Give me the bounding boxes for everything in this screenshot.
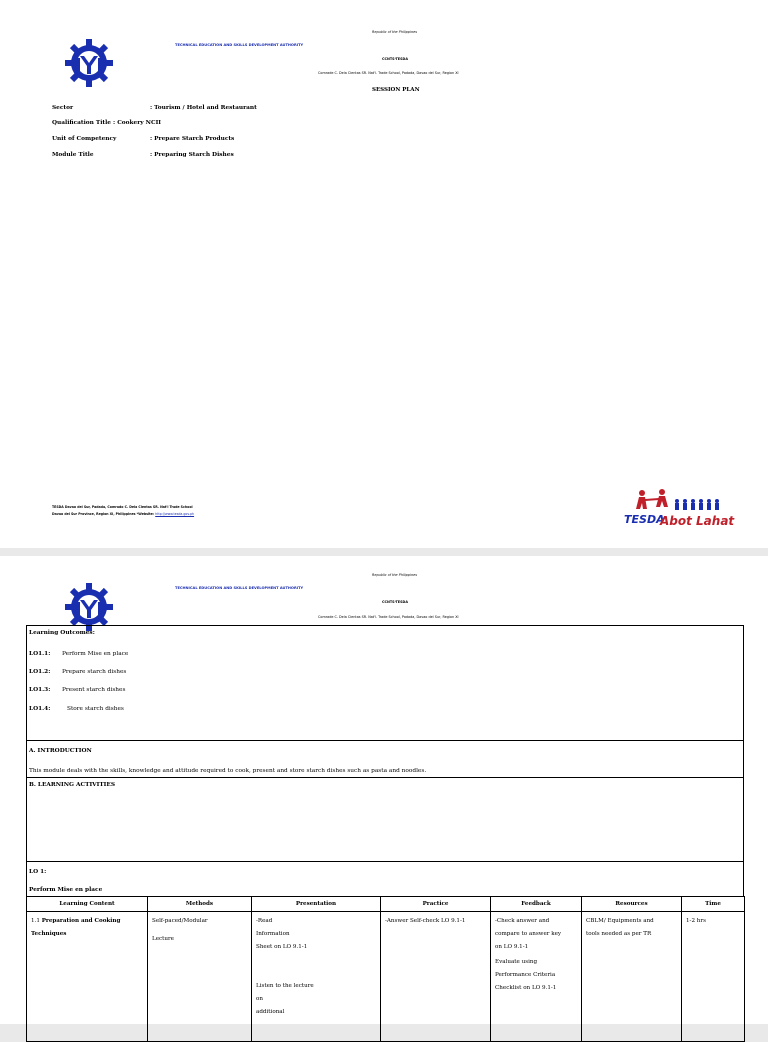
outcome-text: Perform Mise en place <box>62 651 129 657</box>
column-header: Feedback <box>491 897 582 912</box>
feedback-line: Evaluate using <box>495 959 538 965</box>
republic-text: Republic of the Philippines <box>372 573 417 577</box>
presentation-line: -Read <box>256 918 273 924</box>
time-value: 1-2 hrs <box>686 918 706 924</box>
footer-address <box>52 504 194 518</box>
qualification-row <box>52 120 161 126</box>
column-header: Time <box>682 897 745 912</box>
learning-activities-section <box>26 777 744 862</box>
tesda-logo <box>64 38 114 88</box>
table-header-row <box>27 897 745 912</box>
outcome-code: LO1.3: <box>29 687 51 693</box>
intro-text: This module deals with the skills, knowledge and attitude required to cook, present and store starch dishes such as pasta and noodles. <box>29 768 427 774</box>
authority-name: TECHNICAL EDUCATION AND SKILLS DEVELOPMENT AUTHORITY <box>175 43 304 47</box>
feedback-cell <box>491 912 582 1042</box>
badge-right-text: Abot Lahat <box>660 514 735 528</box>
column-header: Presentation <box>252 897 381 912</box>
presentation-cell <box>252 912 381 1042</box>
resources-cell <box>582 912 682 1042</box>
column-header: Resources <box>582 897 682 912</box>
outcome-text: Prepare starch dishes <box>62 669 127 675</box>
sector-row <box>52 105 257 111</box>
unit-row <box>52 136 235 142</box>
website-link[interactable]: http://www.tesda.gov.ph <box>155 512 195 516</box>
activities-title: B. LEARNING ACTIVITIES <box>29 782 115 788</box>
field-label: Module Title <box>52 152 94 158</box>
content-number: 1.1 <box>31 918 40 924</box>
office-address: Comrade C. Dela Cientas SR. Nat'l. Trade School, Padada, Davao del Sur, Region XI <box>318 615 459 619</box>
field-label: Qualification Title <box>52 120 111 126</box>
field-value: : Tourism / Hotel and Restaurant <box>150 105 257 111</box>
lo-title: Perform Mise en place <box>29 887 103 893</box>
learning-activities-table <box>26 896 745 1042</box>
field-value: : Cookery NCII <box>113 120 162 126</box>
field-label: Sector <box>52 105 74 111</box>
column-header: Practice <box>381 897 491 912</box>
office-address: Comrade C. Dela Cientas SR. Nat'l. Trade School, Padada, Davao del Sur, Region XI <box>318 71 459 75</box>
abot-lahat-badge <box>622 487 735 529</box>
footer-line-2: Davao del Sur Province, Region XI, Philippines *Website: <box>52 512 155 516</box>
presentation-line: additional <box>256 1009 285 1015</box>
resource-line: CBLM/ Equipments and <box>586 918 654 924</box>
outcome-code: LO1.1: <box>29 651 51 657</box>
authority-name: TECHNICAL EDUCATION AND SKILLS DEVELOPMENT AUTHORITY <box>175 586 304 590</box>
feedback-line: Performance Criteria <box>495 972 556 978</box>
lo-label: LO 1: <box>29 869 47 875</box>
learning-outcomes-section <box>26 625 744 741</box>
column-header: Methods <box>148 897 252 912</box>
practice-text: -Answer Self-check LO 9.1-1 <box>385 918 466 924</box>
office-name: CCNTS-TESDA <box>382 600 408 604</box>
field-value: : Preparing Starch Dishes <box>150 152 234 158</box>
field-value: : Prepare Starch Products <box>150 136 235 142</box>
time-cell <box>682 912 745 1042</box>
presentation-line: on <box>256 996 263 1002</box>
learning-content-cell <box>27 912 148 1042</box>
table-row <box>27 912 745 1042</box>
method-item: Lecture <box>152 936 174 942</box>
office-name: CCNTS-TESDA <box>382 57 408 61</box>
practice-cell <box>381 912 491 1042</box>
method-item: Self-paced/Modular <box>152 918 208 924</box>
intro-title: A. INTRODUCTION <box>29 748 92 754</box>
people-icon <box>622 487 735 529</box>
field-label: Unit of Competency <box>52 136 117 142</box>
outcome-code: LO1.2: <box>29 669 51 675</box>
introduction-section <box>26 740 744 778</box>
presentation-line: Listen to the lecture <box>256 983 314 989</box>
footer-line-1: TESDA Davao del Sur, Padada, Comrado C. Dela Cientas SR. Nat'l Trade School <box>52 505 193 509</box>
resource-line: tools needed as per TR <box>586 931 652 937</box>
outcome-text: Store starch dishes <box>67 706 124 712</box>
module-row <box>52 152 234 158</box>
feedback-line: compare to answer key <box>495 931 562 937</box>
column-header: Learning Content <box>27 897 148 912</box>
feedback-line: Checklist on LO 9.1-1 <box>495 985 557 991</box>
content-text: Preparation and Cooking Techniques <box>31 918 121 937</box>
methods-cell <box>148 912 252 1042</box>
outcome-code: LO1.4: <box>29 706 51 712</box>
feedback-line: -Check answer and <box>495 918 550 924</box>
presentation-line: Sheet on LO 9.1-1 <box>256 944 308 950</box>
republic-text: Republic of the Philippines <box>372 30 417 34</box>
outcomes-title: Learning Outcomes: <box>29 630 95 636</box>
document-page-2 <box>0 556 768 1024</box>
gear-logo-icon <box>64 38 114 88</box>
session-plan-title: SESSION PLAN <box>372 87 420 93</box>
badge-left-text: TESDA <box>624 513 665 526</box>
outcome-text: Present starch dishes <box>62 687 126 693</box>
feedback-line: on LO 9.1-1 <box>495 944 529 950</box>
presentation-line: Information <box>256 931 290 937</box>
lo1-section <box>26 861 744 897</box>
